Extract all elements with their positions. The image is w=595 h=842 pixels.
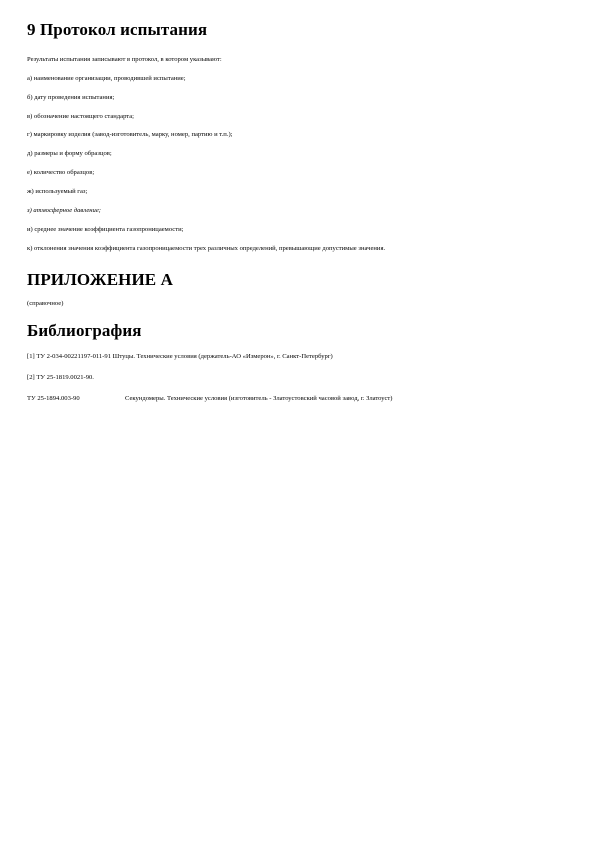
list-item: б) дату проведения испытания; [27, 94, 115, 101]
bibliography-entry: [1] ТУ 2-034-00221197-011-91 Штуцы. Технические условия (держатель-АО «Измерон», г. Санкт-Петербург) [27, 353, 333, 360]
bibliography-entry-code: ТУ 25-1894.003-90 [27, 395, 80, 402]
list-item: к) отклонения значения коэффициента газопроницаемости трех различных определений, превышающие допустимые значения. [27, 245, 386, 252]
list-item: г) маркировку изделия (завод-изготовитель, марку, номер, партию и т.п.); [27, 131, 233, 138]
list-item: в) обозначение настоящего стандарта; [27, 113, 135, 120]
appendix-subtitle: (справочное) [27, 300, 64, 307]
section-title: 9 Протокол испытания [27, 20, 208, 39]
list-item: з) атмосферное давление; [27, 207, 101, 214]
appendix-title: ПРИЛОЖЕНИЕ А [27, 270, 173, 289]
bibliography-title: Библиография [27, 321, 142, 340]
list-item: ж) используемый газ; [27, 188, 88, 195]
list-item: д) размеры и форму образцов; [27, 150, 112, 157]
section-intro: Результаты испытания записывают в протокол, в котором указывают: [27, 56, 222, 63]
bibliography-entry-text: Секундомеры. Технические условия (изготовитель - Златоустовский часовой завод, г. Златоуст) [125, 395, 393, 402]
bibliography-entry: [2] ТУ 25-1819.0021-90. [27, 374, 94, 381]
list-item: а) наименование организации, проводившей испытание; [27, 75, 186, 82]
bibliography-entry [27, 395, 572, 403]
list-item: е) количество образцов; [27, 169, 95, 176]
list-item: и) среднее значение коэффициента газопроницаемости; [27, 226, 184, 233]
